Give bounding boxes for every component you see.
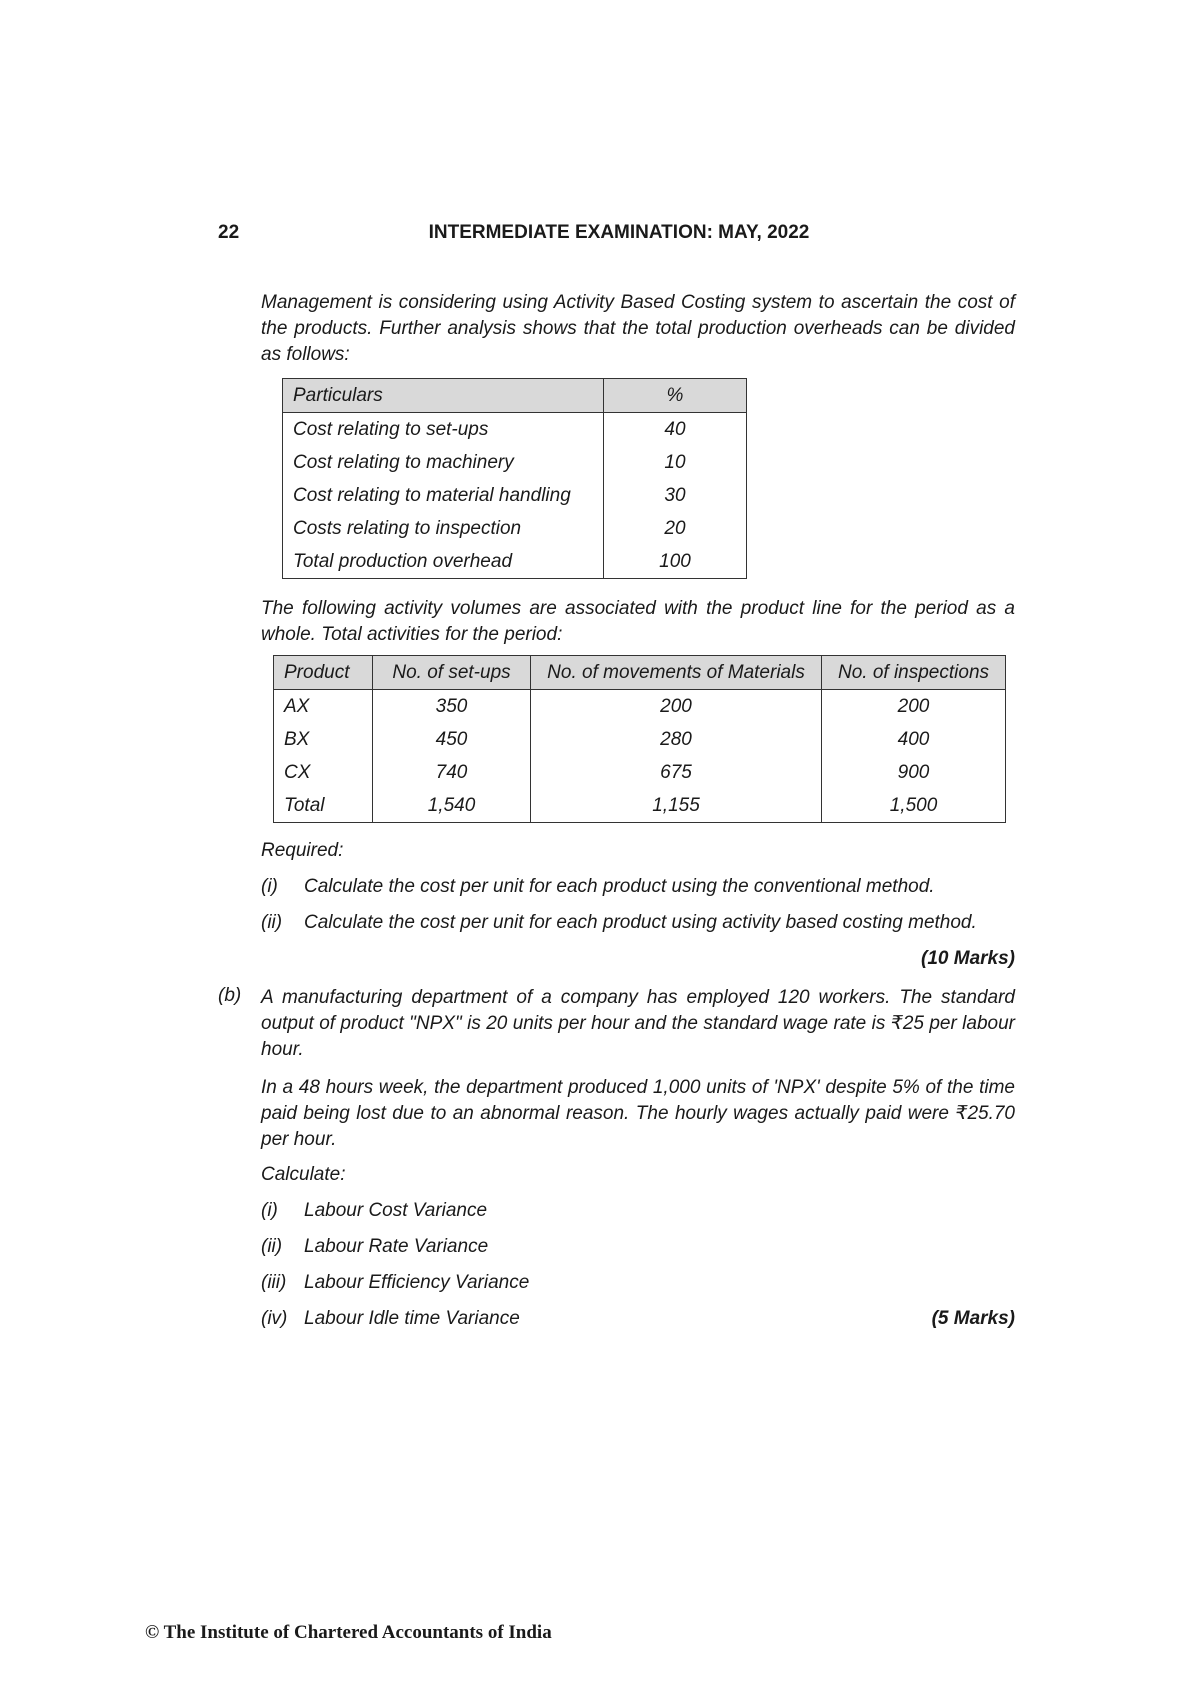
table-cell: Total production overhead [283, 545, 604, 579]
item-number: (i) [261, 876, 278, 897]
calculate-item: Labour Cost Variance [304, 1200, 488, 1221]
table-cell: Total [274, 789, 373, 823]
table-header-row [283, 379, 747, 413]
item-number: (i) [261, 1200, 278, 1221]
table-cell: 450 [373, 723, 531, 756]
table-cell: 350 [373, 690, 531, 724]
table-row [274, 756, 1006, 789]
column-header: No. of inspections [822, 656, 1006, 690]
table-cell: AX [274, 690, 373, 724]
item-number: (ii) [261, 1236, 283, 1257]
table-cell: 280 [531, 723, 822, 756]
part-b-paragraph-2: In a 48 hours week, the department produced 1,000 units of 'NPX' despite 5% of the time paid being lost due to an abnormal reason. The hourly wages actually paid were ₹25.70 per hour. [261, 1077, 1015, 1150]
table-cell: 200 [531, 690, 822, 724]
calculate-label: Calculate: [261, 1164, 346, 1185]
table-row [283, 512, 747, 545]
table-header-row [274, 656, 1006, 690]
table-cell: 40 [604, 413, 747, 447]
calculate-item: Labour Rate Variance [304, 1236, 489, 1257]
table-row [283, 479, 747, 512]
table-cell: Cost relating to machinery [283, 446, 604, 479]
table-cell: 30 [604, 479, 747, 512]
part-b-paragraph-1: A manufacturing department of a company has employed 120 workers. The standard output of product "NPX" is 20 units per hour and the standard wage rate is ₹25 per labour hour. [261, 987, 1015, 1060]
footer-copyright: © The Institute of Chartered Accountants of India [145, 1622, 552, 1643]
table-cell: 740 [373, 756, 531, 789]
required-item: Calculate the cost per unit for each product using the conventional method. [304, 876, 935, 897]
table-cell: 10 [604, 446, 747, 479]
table-row [283, 413, 747, 447]
item-number: (ii) [261, 912, 283, 933]
table-row [274, 789, 1006, 823]
table-cell: 100 [604, 545, 747, 579]
table-cell: 400 [822, 723, 1006, 756]
required-item: Calculate the cost per unit for each product using activity based costing method. [304, 912, 977, 933]
item-number: (iv) [261, 1308, 288, 1329]
overhead-table [282, 378, 747, 579]
table-cell: Costs relating to inspection [283, 512, 604, 545]
column-header: Product [274, 656, 373, 690]
table-cell: 1,500 [822, 789, 1006, 823]
part-label: (b) [218, 985, 242, 1006]
intro-paragraph: Management is considering using Activity Based Costing system to ascertain the cost of the products. Further analysis shows that the total production overheads can be divided as follows: [261, 292, 1015, 365]
table-row [274, 690, 1006, 724]
activity-table [273, 655, 1006, 823]
table-row [283, 446, 747, 479]
table-cell: BX [274, 723, 373, 756]
calculate-item: Labour Idle time Variance [304, 1308, 520, 1329]
column-header: Particulars [283, 379, 604, 413]
required-label: Required: [261, 840, 344, 861]
calculate-item: Labour Efficiency Variance [304, 1272, 530, 1293]
table-row [283, 545, 747, 579]
item-number: (iii) [261, 1272, 287, 1293]
table-row [274, 723, 1006, 756]
table-cell: Cost relating to material handling [283, 479, 604, 512]
table-cell: 1,155 [531, 789, 822, 823]
table-cell: Cost relating to set-ups [283, 413, 604, 447]
column-header: No. of set-ups [373, 656, 531, 690]
activity-paragraph: The following activity volumes are associated with the product line for the period as a whole. Total activities for the period: [261, 598, 1015, 645]
marks-label: (10 Marks) [921, 948, 1015, 969]
page-number: 22 [218, 222, 240, 243]
table-cell: 1,540 [373, 789, 531, 823]
column-header: % [604, 379, 747, 413]
table-cell: 675 [531, 756, 822, 789]
table-cell: CX [274, 756, 373, 789]
marks-label: (5 Marks) [931, 1308, 1015, 1329]
page-header-title: INTERMEDIATE EXAMINATION: MAY, 2022 [428, 222, 810, 243]
column-header: No. of movements of Materials [531, 656, 822, 690]
table-cell: 20 [604, 512, 747, 545]
table-cell: 900 [822, 756, 1006, 789]
table-cell: 200 [822, 690, 1006, 724]
